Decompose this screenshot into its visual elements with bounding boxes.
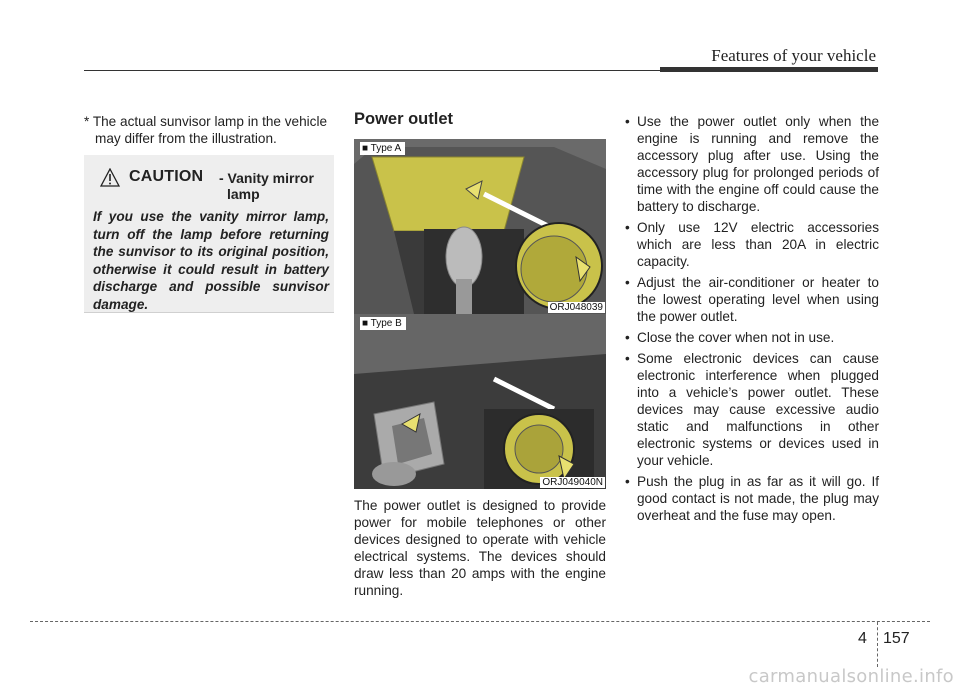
figure-code: ORJ049040N bbox=[542, 477, 603, 488]
warning-triangle-icon bbox=[100, 168, 120, 187]
power-outlet-description: The power outlet is designed to provide power for mobile telephones or other devices designed to operate with vehicle electrical systems. The devices should draw less than 20 amps with the engine running. bbox=[354, 498, 606, 598]
caution-text: If you use the vanity mirror lamp, turn off the lamp before returning the sunvisor to its original position, otherwise it could result in battery discharge and possible sunvisor damage. bbox=[93, 209, 329, 312]
console-illustration-b bbox=[354, 314, 606, 489]
header-rule-accent bbox=[660, 67, 878, 72]
caution-subtitle: - Vanity mirror bbox=[219, 170, 314, 186]
illustration-note: * The actual sunvisor lamp in the vehicle may differ from the illustration. bbox=[84, 114, 328, 146]
chapter-number: 4 bbox=[858, 630, 867, 647]
footer-divider bbox=[877, 622, 878, 667]
bullet-icon: • bbox=[625, 114, 630, 129]
bullet-icon: • bbox=[625, 220, 630, 235]
figure-type-a bbox=[354, 139, 606, 314]
left-column bbox=[84, 113, 334, 147]
list-item: • Close the cover when not in use. bbox=[625, 330, 835, 345]
caution-box bbox=[84, 155, 334, 313]
section-title: Power outlet bbox=[354, 110, 454, 128]
precautions-list bbox=[625, 113, 879, 524]
bullet-icon: • bbox=[625, 351, 630, 366]
figure-type-label: ■ Type A bbox=[360, 142, 405, 155]
watermark: carmanualsonline.info bbox=[748, 666, 954, 687]
bullet-icon: • bbox=[625, 275, 630, 290]
bullet-icon: • bbox=[625, 474, 630, 489]
page-number: 157 bbox=[883, 630, 910, 647]
list-item: • Adjust the air-conditioner or heater to the lowest operating level when using the power outlet. bbox=[625, 275, 879, 324]
figure-code: ORJ048039 bbox=[549, 302, 603, 313]
list-item: • Some electronic devices can cause electronic interference when plugged into a vehicle’s power outlet. These devices may cause excessive audio static and malfunctions in other electronic systems or devices used in your vehicle. bbox=[625, 351, 879, 468]
list-item: • Only use 12V electric accessories which are less than 20A in electric capacity. bbox=[625, 220, 879, 269]
right-column bbox=[625, 113, 879, 528]
console-illustration-a bbox=[354, 139, 606, 314]
bullet-icon: • bbox=[625, 330, 630, 345]
caution-label: CAUTION bbox=[129, 168, 204, 185]
running-header: Features of your vehicle bbox=[711, 46, 876, 65]
list-item: • Use the power outlet only when the engine is running and remove the accessory plug after use. Using the accessory plug for prolonged periods of time with the engine off could cause the battery to discharge. bbox=[625, 114, 879, 214]
caution-heading bbox=[97, 168, 327, 208]
caution-subtitle-2: lamp bbox=[227, 186, 260, 202]
footer-rule bbox=[30, 621, 930, 622]
figure-type-b bbox=[354, 314, 606, 489]
figure-type-label: ■ Type B bbox=[360, 317, 406, 330]
list-item: • Push the plug in as far as it will go. If good contact is not made, the plug may overheat and the fuse may open. bbox=[625, 474, 879, 523]
